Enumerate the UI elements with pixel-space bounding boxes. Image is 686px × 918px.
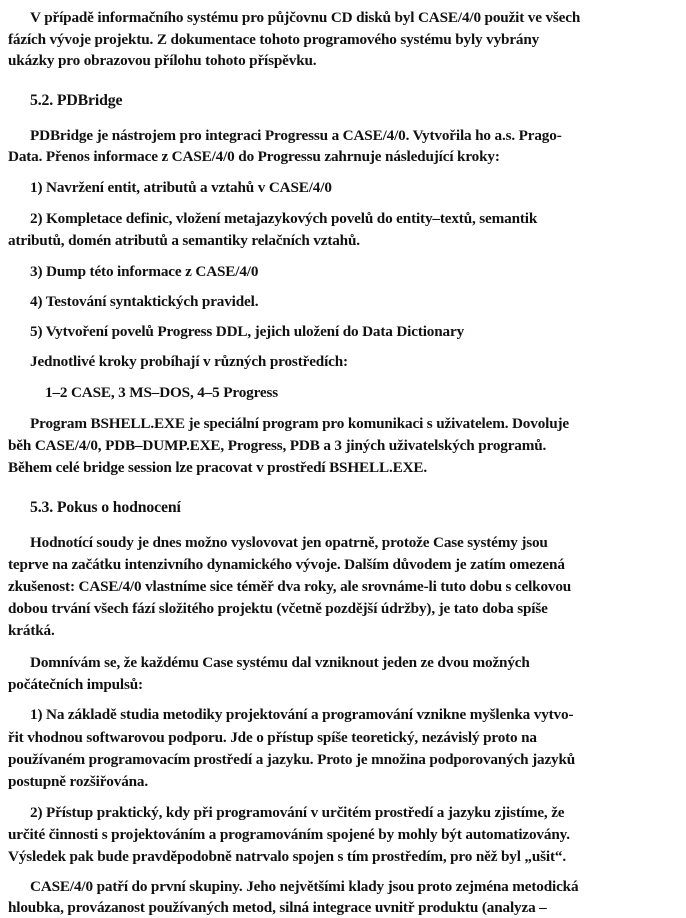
text-line: řit vhodnou softwarovou podporu. Jde o přístup spíše teoretický, nezávislý proto na — [8, 729, 537, 746]
text-line: Jednotlivé kroky probíhají v různých prostředích: — [30, 353, 348, 370]
text-line: počátečních impulsů: — [8, 676, 143, 693]
text-line: Program BSHELL.EXE je speciální program pro komunikaci s uživatelem. Dovoluje — [30, 415, 570, 432]
text-line: teprve na začátku intenzivního dynamického vývoje. Dalším důvodem je zatím omezená — [8, 556, 565, 573]
text-line: postupně rozšiřována. — [8, 773, 149, 790]
text-line: ukázky pro obrazovou přílohu tohoto příspěvku. — [8, 52, 317, 69]
text-line: hloubka, provázanost používaných metod, silná integrace uvnitř produktu (analyza – — [8, 899, 547, 916]
text-line: běh CASE/4/0, PDB–DUMP.EXE, Progress, PDB a 3 jiných uživatelských programů. — [8, 437, 547, 454]
text-line: dobou trvání všech fází složitého projektu (včetně pozdější údržby), je tato doba spíše — [8, 600, 548, 617]
text-line: používaném programovacím prostředí a jazyku. Proto je množina podporovaných jazyků — [8, 751, 576, 768]
text-line: Hodnotící soudy je dnes možno vyslovovat jen opatrně, protože Case systémy jsou — [30, 534, 548, 551]
text-line: PDBridge je nástrojem pro integraci Progressu a CASE/4/0. Vytvořila ho a.s. Prago- — [30, 127, 562, 144]
text-line: Data. Přenos informace z CASE/4/0 do Progressu zahrnuje následující kroky: — [8, 148, 500, 165]
list-item: 1) Na základě studia metodiky projektování a programování vznikne myšlenka vytvo- — [30, 706, 574, 723]
list-item: 2) Kompletace definic, vložení metajazykových povelů do entity–textů, semantik — [30, 210, 538, 227]
text-line: zkušenost: CASE/4/0 vlastníme sice téměř dva roky, ale srovnáme-li tuto dobu s celkovou — [8, 578, 572, 595]
text-line: CASE/4/0 patří do první skupiny. Jeho největšími klady jsou proto zejména metodická — [30, 878, 579, 895]
text-line: Výsledek pak bude pravděpodobně natrvalo spojen s tím prostředím, pro něž byl „ušit“. — [8, 848, 566, 865]
text-line: krátká. — [8, 622, 55, 639]
list-item: 3) Dump této informace z CASE/4/0 — [30, 263, 259, 280]
text-line: Během celé bridge session lze pracovat v prostředí BSHELL.EXE. — [8, 459, 428, 476]
text-line: fázích vývoje projektu. Z dokumentace tohoto programového systému byly vybrány — [8, 31, 540, 48]
list-item: 5) Vytvoření povelů Progress DDL, jejich uložení do Data Dictionary — [30, 323, 465, 340]
text-line: 1–2 CASE, 3 MS–DOS, 4–5 Progress — [45, 384, 279, 401]
text-line: Domnívám se, že každému Case systému dal vzniknout jeden ze dvou možných — [30, 654, 530, 671]
list-item: 4) Testování syntaktických pravidel. — [30, 293, 259, 310]
section-heading: 5.2. PDBridge — [30, 92, 123, 109]
text-line: V případě informačního systému pro půjčovnu CD disků byl CASE/4/0 použit ve všech — [30, 9, 581, 26]
list-item: 1) Navržení entit, atributů a vztahů v CASE/4/0 — [30, 179, 332, 196]
text-line: atributů, domén atributů a semantiky relačních vztahů. — [8, 232, 360, 249]
list-item: 2) Přístup praktický, kdy při programování v určitém prostředí a jazyku zjistíme, že — [30, 804, 565, 821]
section-heading: 5.3. Pokus o hodnocení — [30, 499, 181, 516]
text-line: určité činnosti s projektováním a programováním spojené by mohly být automatizovány. — [8, 826, 570, 843]
